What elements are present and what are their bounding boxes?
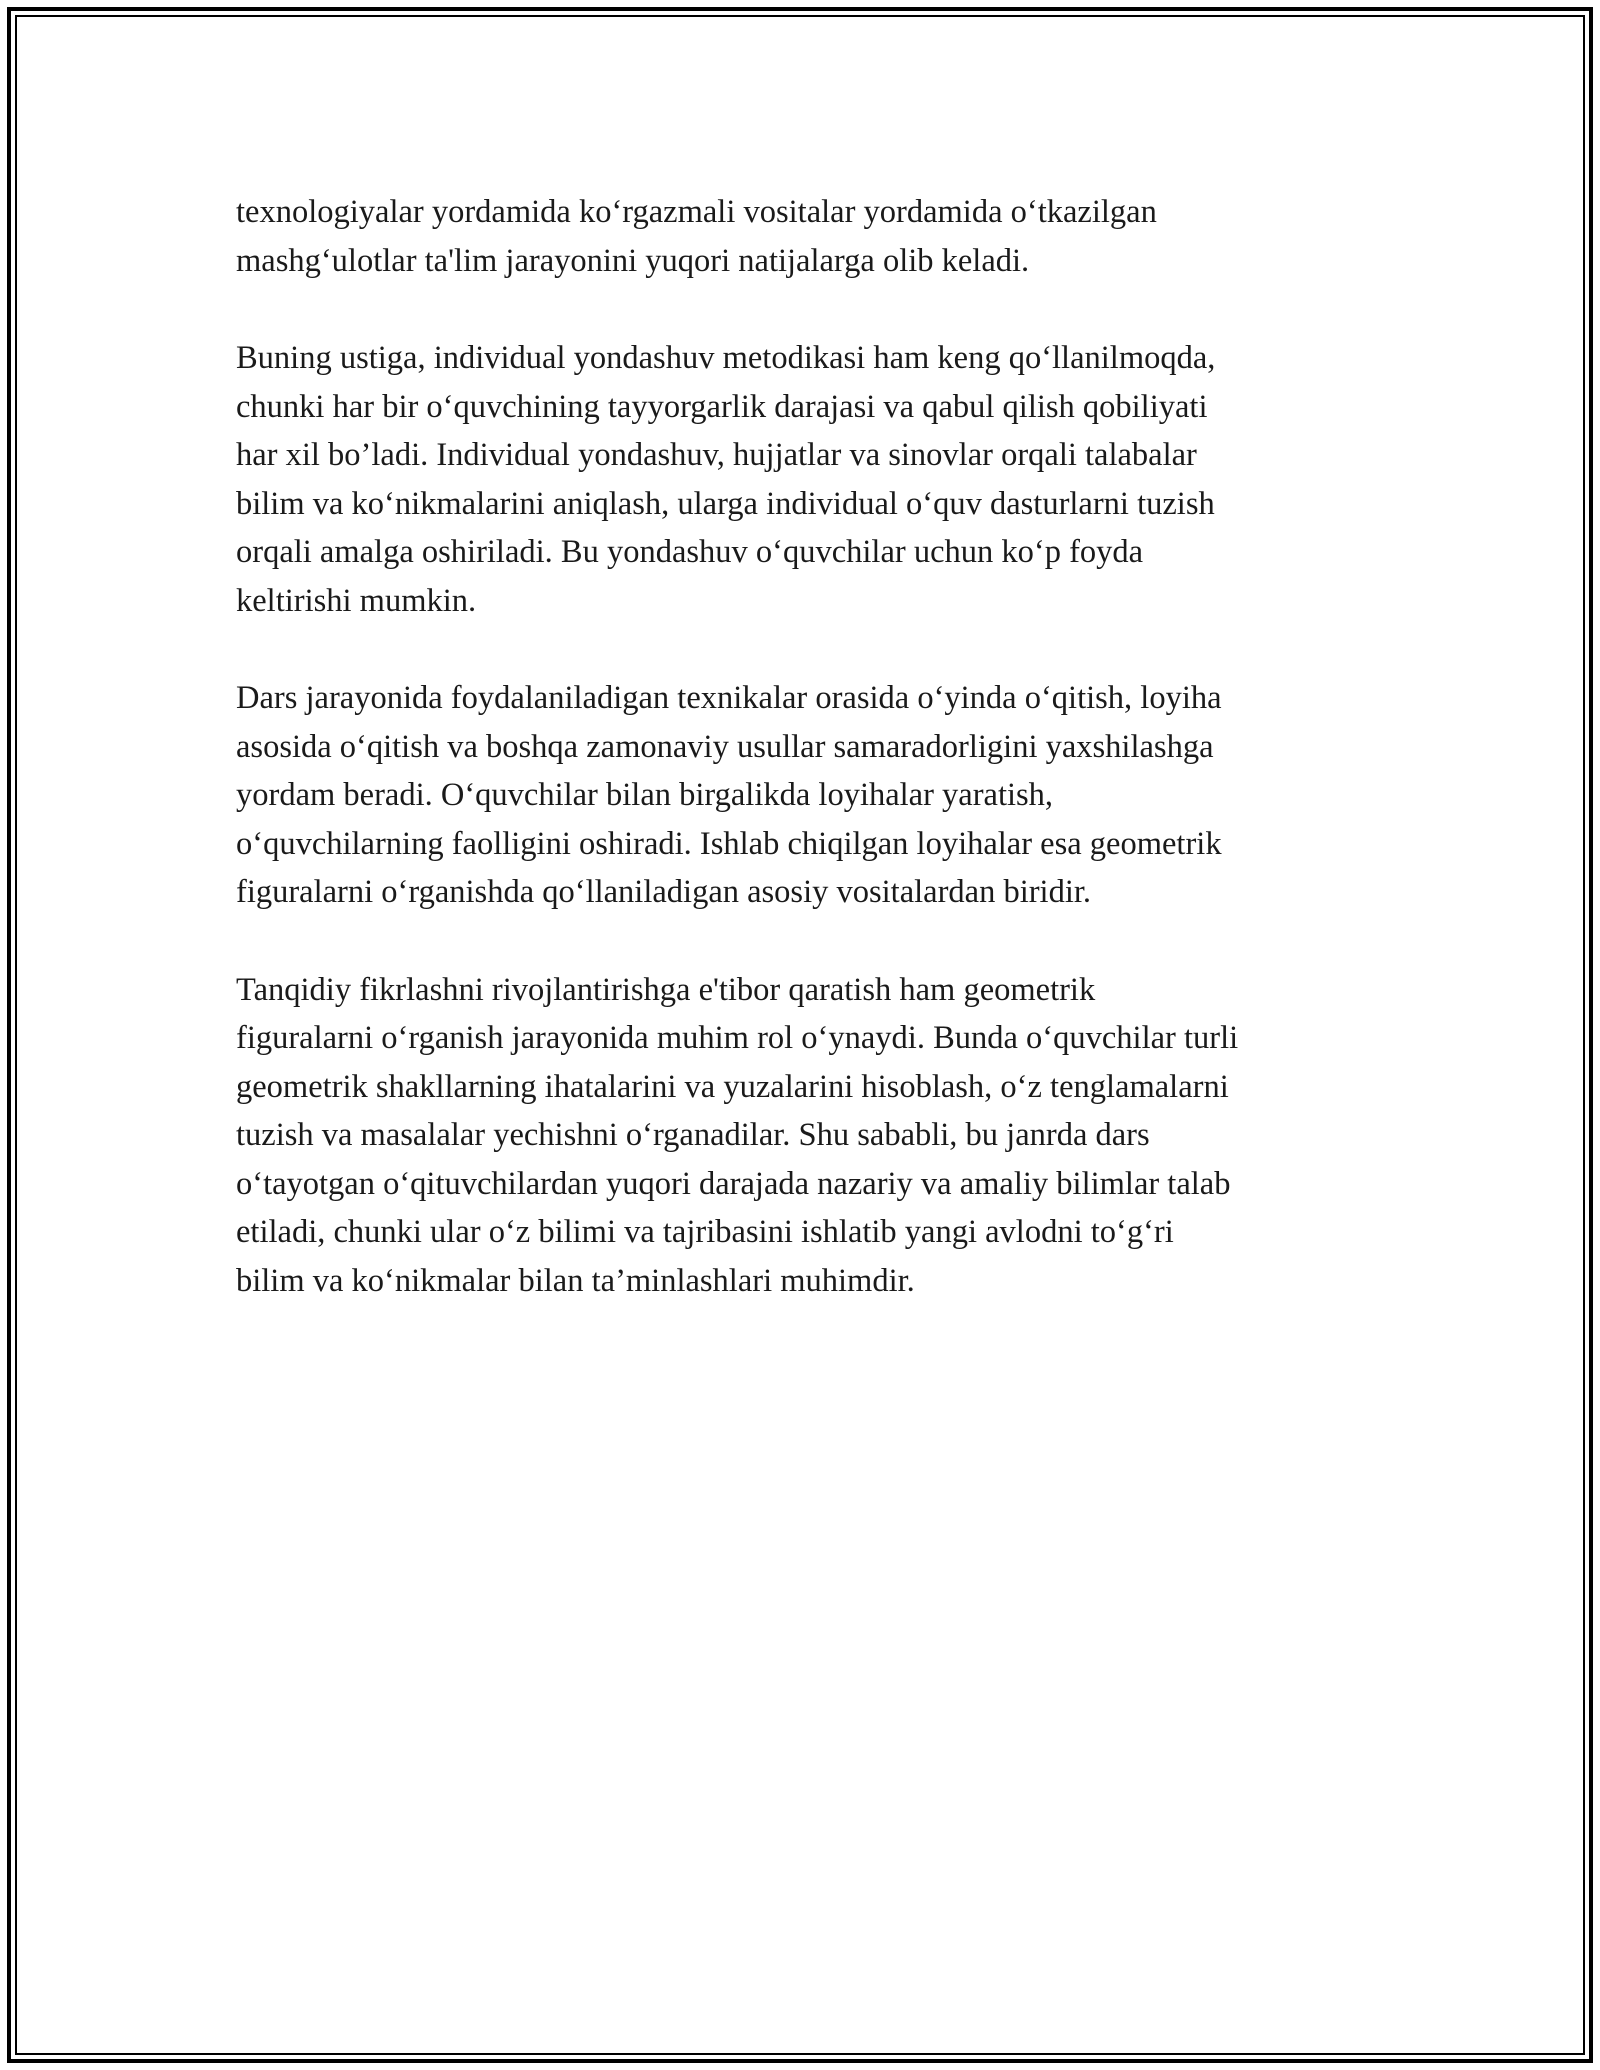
paragraph-4: Tanqidiy fikrlashni rivojlantirishga e'tibor qaratish ham geometrik figuralarni o‘rganish jarayonida muhim rol o‘ynaydi. Bunda o‘quvchilar turli geometrik shakllarning ihatalarini va yuzalarini hisoblash, o‘z tenglamalarni tuzish va masalalar yechishni o‘rganadilar. Shu sababli, bu janrda dars o‘tayotgan o‘qituvchilardan yuqori darajada nazariy va amaliy bilimlar talab etiladi, chunki ular o‘z bilimi va tajribasini ishlatib yangi avlodni to‘g‘ri bilim va ko‘nikmalar bilan ta’minlashlari muhimdir. bbox=[236, 971, 1239, 1299]
paragraph-1: texnologiyalar yordamida ko‘rgazmali vositalar yordamida o‘tkazilgan mashg‘ulotlar ta'lim jarayonini yuqori natijalarga olib keladi. bbox=[236, 194, 1157, 279]
paragraph-2: Buning ustiga, individual yondashuv metodikasi ham keng qo‘llanilmoqda, chunki har bir o‘quvchining tayyorgarlik darajasi va qabul qilish qobiliyati har xil bo’ladi. Individual yondashuv, hujjatlar va sinovlar orqali talabalar bilim va ko‘nikmalarini aniqlash, ularga individual o‘quv dasturlarni tuzish orqali amalga oshiriladi. Bu yondashuv o‘quvchilar uchun ko‘p foyda keltirishi mumkin. bbox=[236, 340, 1216, 619]
paragraph-3: Dars jarayonida foydalaniladigan texnikalar orasida o‘yinda o‘qitish, loyiha asosida o‘qitish va boshqa zamonaviy usullar samaradorligini yaxshilashga yordam beradi. O‘quvchilar bilan birgalikda loyihalar yaratish, o‘quvchilarning faolligini oshiradi. Ishlab chiqilgan loyihalar esa geometrik figuralarni o‘rganishda qo‘llaniladigan asosiy vositalardan biridir. bbox=[236, 680, 1222, 910]
document-body bbox=[236, 188, 1386, 1354]
